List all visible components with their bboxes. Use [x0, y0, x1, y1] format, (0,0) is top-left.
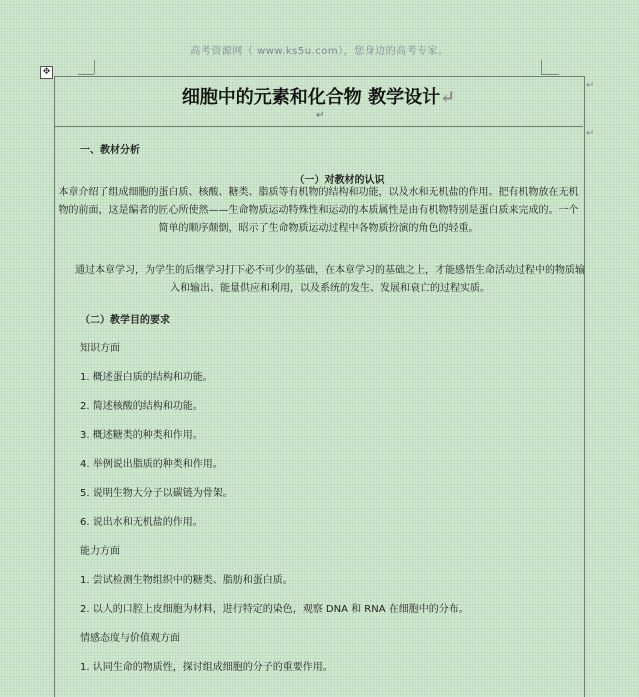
- document-title-text: 细胞中的元素和化合物 教学设计: [181, 87, 441, 108]
- paragraph-significance[interactable]: 通过本章学习，为学生的后继学习打下必不可少的基础，在本章学习的基础之上，才能感悟生命活动过程中的物质输入和输出、能量供应和利用，以及系统的发生、发展和衰亡的过程实质。: [75, 265, 585, 294]
- list-item[interactable]: 5. 说明生物大分子以碳链为骨架。: [80, 488, 233, 499]
- crop-mark-top-left: [94, 60, 95, 74]
- table-row-divider: [54, 126, 583, 127]
- list-item[interactable]: 1. 尝试检测生物组织中的糖类、脂肪和蛋白质。: [80, 575, 293, 586]
- document-title[interactable]: [54, 83, 583, 109]
- list-item[interactable]: 4. 举例说出脂质的种类和作用。: [80, 459, 223, 470]
- section-heading-analysis[interactable]: 一、教材分析: [80, 145, 140, 156]
- table-move-handle-icon[interactable]: ✥: [40, 66, 53, 79]
- list-item[interactable]: 1. 概述蛋白质的结构和功能。: [80, 372, 213, 383]
- crop-mark-top-left-horizontal: [78, 74, 94, 75]
- knowledge-heading[interactable]: 知识方面: [80, 343, 120, 354]
- list-item[interactable]: 2. 简述核酸的结构和功能。: [80, 401, 203, 412]
- paragraph-mark-icon: ↵: [440, 87, 456, 108]
- list-item[interactable]: 1. 认同生命的物质性，探讨组成细胞的分子的重要作用。: [80, 662, 333, 673]
- list-item[interactable]: 3. 概述糖类的种类和作用。: [80, 430, 203, 441]
- emotion-heading[interactable]: 情感态度与价值观方面: [80, 633, 180, 644]
- list-item[interactable]: 6. 说出水和无机盐的作用。: [80, 517, 203, 528]
- ability-heading[interactable]: 能力方面: [80, 546, 120, 557]
- paragraph-mark-icon: ↵: [316, 110, 325, 121]
- page-header-watermark: 高考资源网（ www.ks5u.com），您身边的高考专家。: [190, 46, 449, 57]
- end-of-row-mark-icon: ↵: [586, 80, 595, 91]
- crop-mark-top-right: [541, 60, 542, 74]
- crop-mark-top-right-horizontal: [541, 74, 559, 75]
- subsection-heading-objectives[interactable]: （二）教学目的要求: [80, 315, 170, 326]
- paragraph-intro[interactable]: 本章介绍了组成细胞的蛋白质、核酸、糖类、脂质等有机物的结构和功能，以及水和无机盐的作用。把有机物放在无机物的前面，这是编者的匠心所使然——生命物质运动特殊性和运动的本质属性是由有机物特别是蛋白质来完成的。一个简单的顺序颠倒，昭示了生命物质运动过程中各物质扮演的角色的轻重。: [58, 187, 579, 234]
- list-item[interactable]: 2. 以人的口腔上皮细胞为材料，进行特定的染色，观察 DNA 和 RNA 在细胞中的分布。: [80, 604, 469, 615]
- end-of-row-mark-icon: ↵: [586, 128, 595, 139]
- subsection-heading-understanding-text: （一）对教材的认识: [294, 175, 385, 186]
